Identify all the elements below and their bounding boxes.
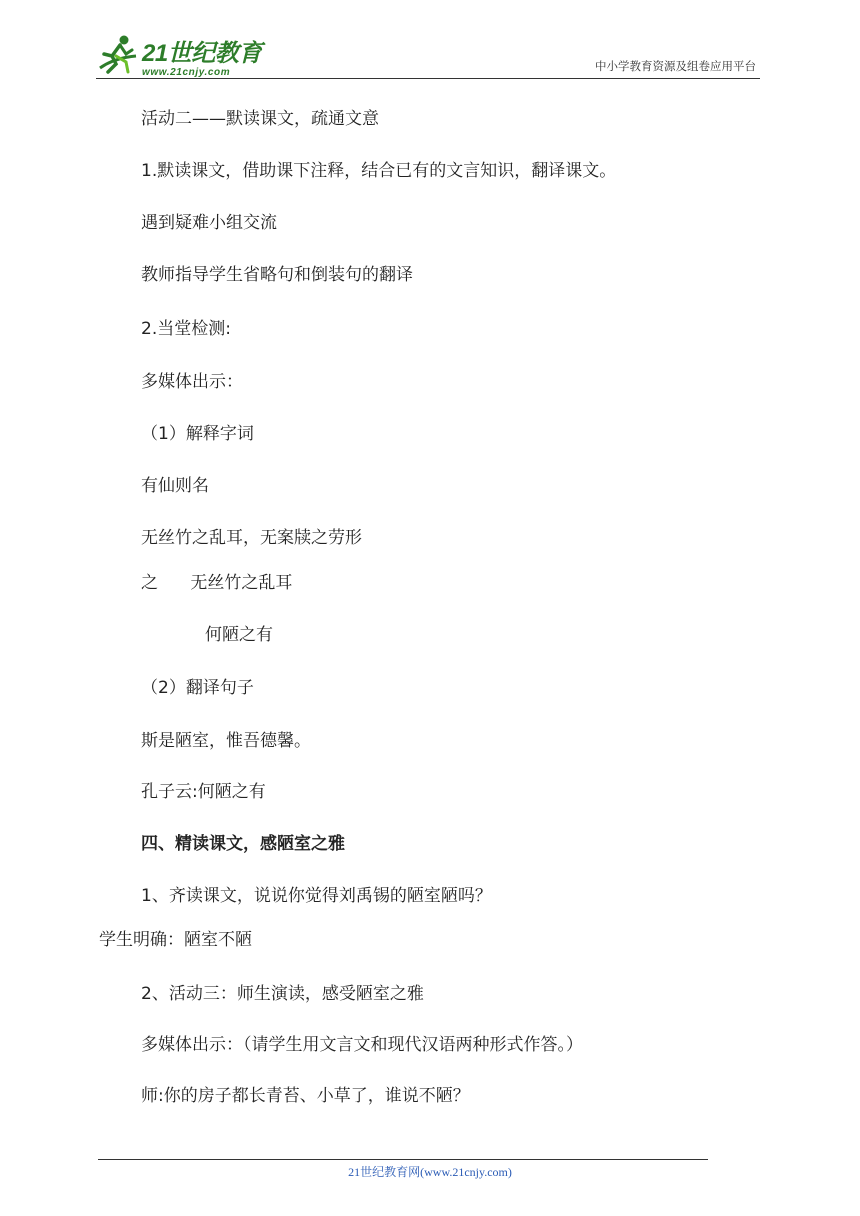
multimedia-prompt-text: 多媒体出示：（请学生用文言文和现代汉语两种形式作答。） xyxy=(141,1035,583,1055)
word-zhi-example-2: 何陋之有 xyxy=(205,625,273,645)
activity-two-heading: 活动二——默读课文，疏通文意 xyxy=(141,109,379,129)
sentence-si-shi-lou-shi: 斯是陋室，惟吾德馨。 xyxy=(141,731,311,751)
teacher-guidance-text: 教师指导学生省略句和倒装句的翻译 xyxy=(141,265,413,285)
task-2-quiz: 2.当堂检测: xyxy=(141,319,231,339)
phrase-wu-si-zhu: 无丝竹之乱耳，无案牍之劳形 xyxy=(141,528,362,548)
site-logo[interactable] xyxy=(96,32,266,82)
header-divider xyxy=(96,78,760,79)
student-answer-text: 学生明确：陋室不陋 xyxy=(99,930,252,950)
multimedia-show-label: 多媒体出示： xyxy=(141,372,243,392)
logo-brand-text: 21世纪教育 xyxy=(142,40,262,67)
footer-divider xyxy=(98,1159,708,1160)
word-zhi-example-1: 之 无丝竹之乱耳 xyxy=(141,573,293,593)
group-discussion-text: 遇到疑难小组交流 xyxy=(141,213,277,233)
sentence-kongzi-yun: 孔子云:何陋之有 xyxy=(141,782,266,802)
logo-url-text: www.21cnjy.com xyxy=(142,67,231,78)
section-four-heading: 四、精读课文，感陋室之雅 xyxy=(141,834,345,854)
translate-sentences-heading: （2）翻译句子 xyxy=(141,678,254,698)
explain-words-heading: （1）解释字词 xyxy=(141,424,254,444)
activity-three-heading: 2、活动三：师生演读，感受陋室之雅 xyxy=(141,984,424,1004)
teacher-question-text: 师:你的房子都长青苔、小草了，谁说不陋？ xyxy=(141,1086,470,1106)
question-1-read-aloud: 1、齐读课文，说说你觉得刘禹锡的陋室陋吗？ xyxy=(141,886,492,906)
header-platform-title: 中小学教育资源及组卷应用平台 xyxy=(595,59,756,73)
footer-site-link[interactable]: 21世纪教育网(www.21cnjy.com) xyxy=(348,1165,512,1179)
runner-logo-icon xyxy=(96,32,140,78)
task-1-silent-read: 1.默读课文，借助课下注释，结合已有的文言知识，翻译课文。 xyxy=(141,161,617,181)
phrase-you-xian-ze-ming: 有仙则名 xyxy=(141,476,209,496)
